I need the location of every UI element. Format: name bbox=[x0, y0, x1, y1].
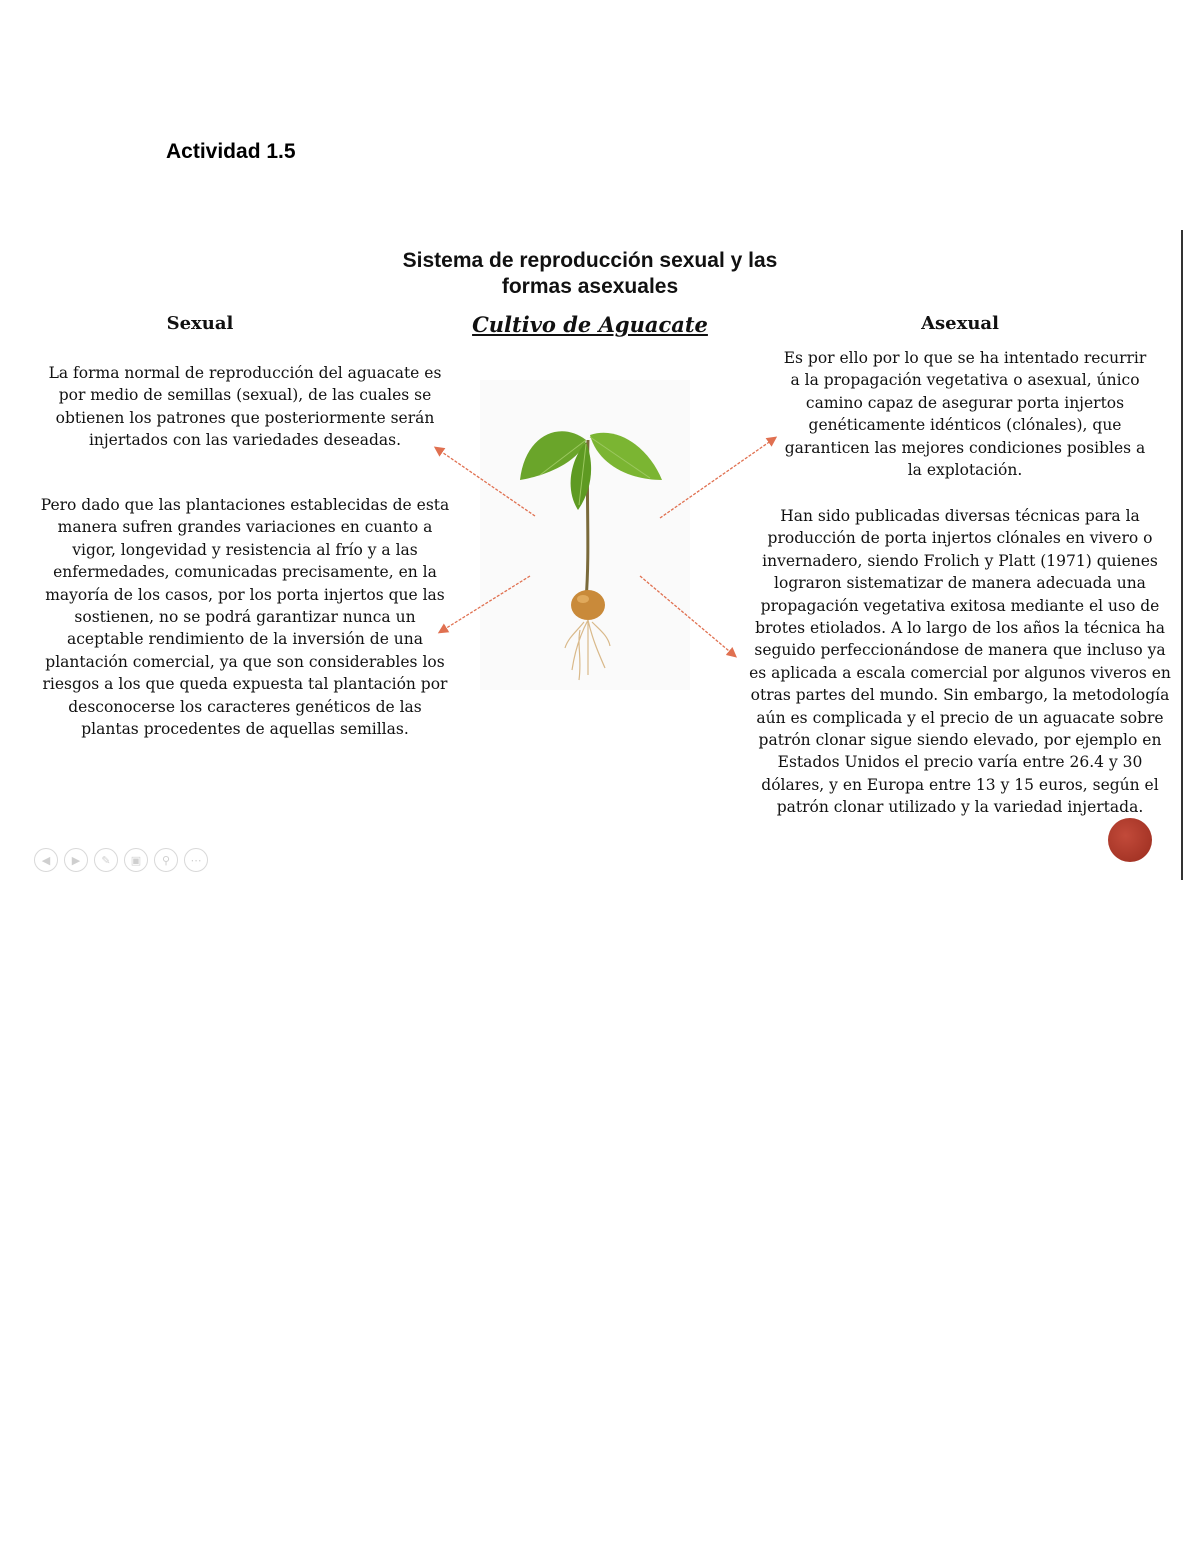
previous-icon[interactable]: ◀ bbox=[34, 848, 58, 872]
slides-icon[interactable]: ▣ bbox=[124, 848, 148, 872]
slide-title bbox=[340, 248, 840, 300]
arrow-top-left bbox=[436, 448, 535, 516]
slide-subtitle: Cultivo de Aguacate bbox=[472, 312, 708, 337]
left-paragraph-1: La forma normal de reproducción del aguacate es por medio de semillas (sexual), de las cuales se obtienen los patrones que posteriormente serán injertados con las variedades deseadas. bbox=[48, 364, 442, 450]
arrow-bottom-left bbox=[440, 576, 530, 632]
arrow-top-right bbox=[660, 438, 775, 518]
slide-title-line1: Sistema de reproducción sexual y las bbox=[402, 249, 778, 272]
connector-arrows bbox=[420, 420, 790, 670]
zoom-icon[interactable]: ⚲ bbox=[154, 848, 178, 872]
pen-icon[interactable]: ✎ bbox=[94, 848, 118, 872]
slide-border bbox=[1181, 230, 1183, 880]
left-heading: Sexual bbox=[166, 313, 234, 334]
accent-dot bbox=[1108, 818, 1152, 862]
right-heading: Asexual bbox=[921, 313, 999, 334]
activity-label: Actividad 1.5 bbox=[166, 140, 296, 163]
left-paragraph-2: Pero dado que las plantaciones establecidas de esta manera sufren grandes variaciones en cuanto a vigor, longevidad y resistencia al frío y a las enfermedades, comunicadas precisamente, en la mayoría de los casos, por los porta injertos que las sostienen, no se podrá garantizar nunca un aceptable rendimiento de la inversión de una plantación comercial, ya que son considerables los riesgos a los que queda expuesta tal plantación por desconocerse los caracteres genéticos de las plantas procedentes de aquellas semillas. bbox=[40, 496, 450, 739]
slide-title-line2: formas asexuales bbox=[501, 275, 679, 298]
more-icon[interactable]: ⋯ bbox=[184, 848, 208, 872]
arrow-bottom-right bbox=[640, 576, 735, 656]
right-paragraph-2: Han sido publicadas diversas técnicas para la producción de porta injertos clónales en vivero o invernadero, siendo Frolich y Platt (1971) quienes lograron sistematizar de manera adecuada una propagación vegetativa exitosa mediante el uso de brotes etiolados. A lo largo de los años la técnica ha seguido perfeccionándose de manera que incluso ya es aplicada a escala comercial por algunos viveros en otras partes del mundo. Sin embargo, la metodología aún es complicada y el precio de un aguacate sobre patrón clonar sigue siendo elevado, por ejemplo en Estados Unidos el precio varía entre 26.4 y 30 dólares, y en Europa entre 13 y 15 euros, según el patrón clonar utilizado y la variedad injertada. bbox=[749, 507, 1171, 817]
next-icon[interactable]: ▶ bbox=[64, 848, 88, 872]
presentation-toolbar bbox=[34, 848, 208, 872]
right-paragraph-1: Es por ello por lo que se ha intentado recurrir a la propagación vegetativa o asexual, único camino capaz de asegurar porta injertos genéticamente idénticos (clónales), que garanticen las mejores condiciones posibles a la explotación. bbox=[783, 349, 1147, 480]
